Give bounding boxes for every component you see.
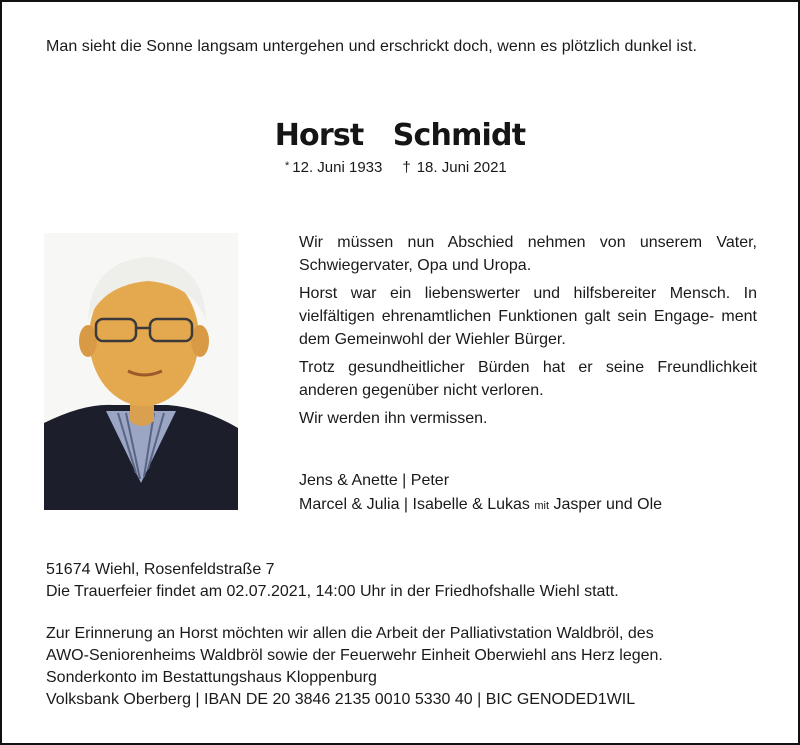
closing-line-3: Sonderkonto im Bestattungshaus Kloppenburg xyxy=(46,669,377,686)
portrait-photo xyxy=(44,233,238,510)
portrait-illustration xyxy=(44,233,238,510)
family-line-2-main: Marcel & Julia | Isabelle & Lukas xyxy=(299,496,530,513)
life-dates xyxy=(285,159,507,176)
death-date: 18. Juni 2021 xyxy=(416,159,507,176)
right-ear xyxy=(191,325,209,357)
motto-text: Man sieht die Sonne langsam untergehen und erschrickt doch, wenn es plötzlich dunkel ist. xyxy=(46,38,698,55)
cross-icon: † xyxy=(402,159,411,176)
birth-date: 12. Juni 1933 xyxy=(292,159,383,176)
paragraph-farewell: Wir müssen nun Abschied nehmen von unserem Vater, Schwiegervater, Opa und Uropa. xyxy=(299,234,757,274)
family-line-1: Jens & Anette | Peter xyxy=(299,472,450,489)
closing-line-4: Volksbank Oberberg | IBAN DE 20 3846 2135 0010 5330 40 | BIC GENODED1WIL xyxy=(46,691,636,708)
closing-line-1: Zur Erinnerung an Horst möchten wir allen die Arbeit der Palliativstation Waldbröl, des xyxy=(46,625,654,642)
deceased-name: Horst Schmidt xyxy=(274,118,526,153)
closing-line-2: AWO-Seniorenheims Waldbröl sowie der Feuerwehr Einheit Oberwiehl ans Herz legen. xyxy=(46,647,663,664)
contact-and-service xyxy=(46,559,619,603)
donation-note xyxy=(46,623,764,711)
left-ear xyxy=(79,325,97,357)
death-date-block xyxy=(402,159,506,176)
family-signatures xyxy=(299,469,662,518)
service-text: Die Trauerfeier findet am 02.07.2021, 14:00 Uhr in der Friedhofshalle Wiehl statt. xyxy=(46,583,619,600)
family-line-2 xyxy=(299,493,662,518)
tribute-text xyxy=(299,231,757,435)
paragraph-character: Horst war ein liebenswerter und hilfsbereiter Mensch. In vielfältigen ehrenamtlichen Funktionen galt sein Engage- ment dem Gemeinwohl der Wiehler Bürger. xyxy=(299,285,757,348)
family-line-2-end: Jasper und Ole xyxy=(553,496,663,513)
paragraph-missing: Wir werden ihn vermissen. xyxy=(299,410,488,427)
address-text: 51674 Wiehl, Rosenfeldstraße 7 xyxy=(46,561,275,578)
family-line-2-connector: mit xyxy=(534,500,550,512)
birth-date-block xyxy=(285,159,382,176)
paragraph-kindness: Trotz gesundheitlicher Bürden hat er seine Freundlichkeit anderen gegenüber nicht verloren. xyxy=(299,359,757,399)
birth-symbol: * xyxy=(285,160,290,172)
